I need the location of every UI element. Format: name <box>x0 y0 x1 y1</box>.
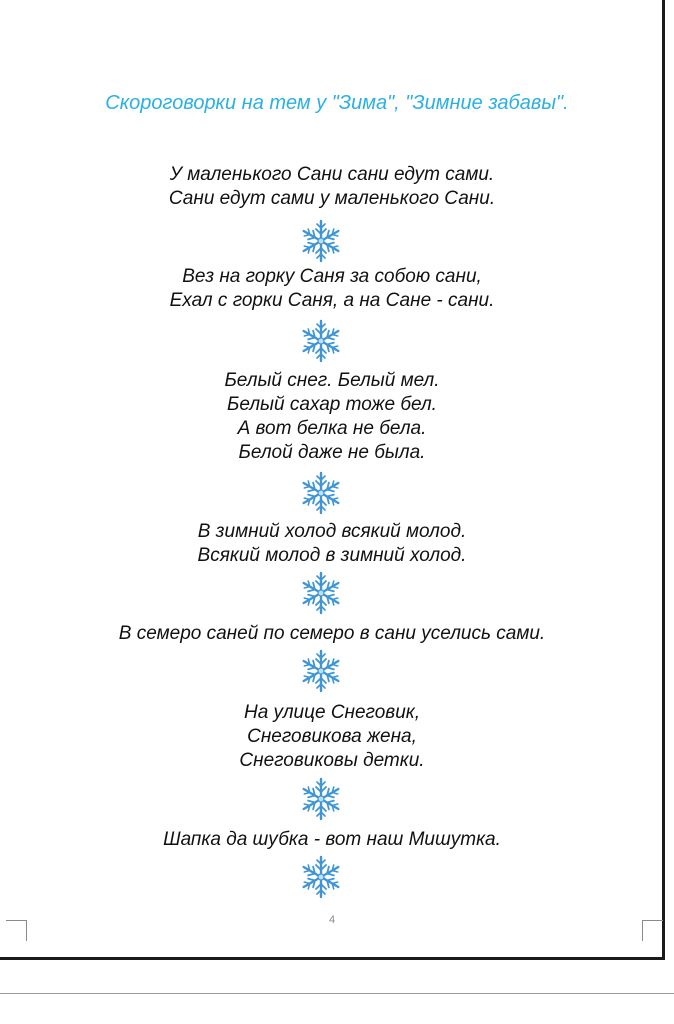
stanza-line: Шапка да шубка - вот наш Мишутка. <box>163 829 501 850</box>
crop-mark-left <box>6 920 27 941</box>
stanza-line: Белой даже не была. <box>238 442 426 463</box>
stanza-line: А вот белка не бела. <box>237 418 427 439</box>
stanza-4 <box>0 520 664 568</box>
stanza-line: В зимний холод всякий молод. <box>197 521 467 542</box>
snowflake-icon <box>298 218 344 264</box>
snowflake-icon <box>298 318 344 364</box>
stanza-line: Всякий молод в зимний холод. <box>197 545 467 566</box>
snowflake-icon <box>298 776 344 822</box>
snowflake-icon <box>298 854 344 900</box>
stanza-line: Белый снег. Белый мел. <box>224 370 440 391</box>
snowflake-icon <box>298 570 344 616</box>
crop-mark-right <box>642 920 663 941</box>
stanza-7 <box>0 828 664 852</box>
stanza-line: Сани едут сами у маленького Сани. <box>168 188 496 209</box>
snowflake-icon <box>298 470 344 516</box>
stanza-5 <box>0 622 664 646</box>
stanza-2 <box>0 265 664 313</box>
snowflake-icon <box>298 648 344 694</box>
stanza-line: В семеро саней по семеро в сани уселись сами. <box>118 623 546 644</box>
page-number: 4 <box>328 914 336 926</box>
stanza-line: У маленького Сани сани едут сами. <box>169 164 495 185</box>
bottom-divider <box>0 993 674 994</box>
stanza-line: Белый сахар тоже бел. <box>227 394 437 415</box>
stanza-line: На улице Снеговик, <box>243 702 421 723</box>
stanza-line: Ехал с горки Саня, а на Сане - сани. <box>169 290 495 311</box>
stanza-6 <box>0 701 664 773</box>
stanza-1 <box>0 163 664 211</box>
stanza-3 <box>0 369 664 465</box>
page-title: Скороговорки на тем у "Зима", "Зимние забавы". <box>105 92 569 114</box>
stanza-line: Вез на горку Саня за собою сани, <box>182 266 482 287</box>
stanza-line: Снеговиковы детки. <box>239 750 425 771</box>
stanza-line: Снеговикова жена, <box>247 726 417 747</box>
